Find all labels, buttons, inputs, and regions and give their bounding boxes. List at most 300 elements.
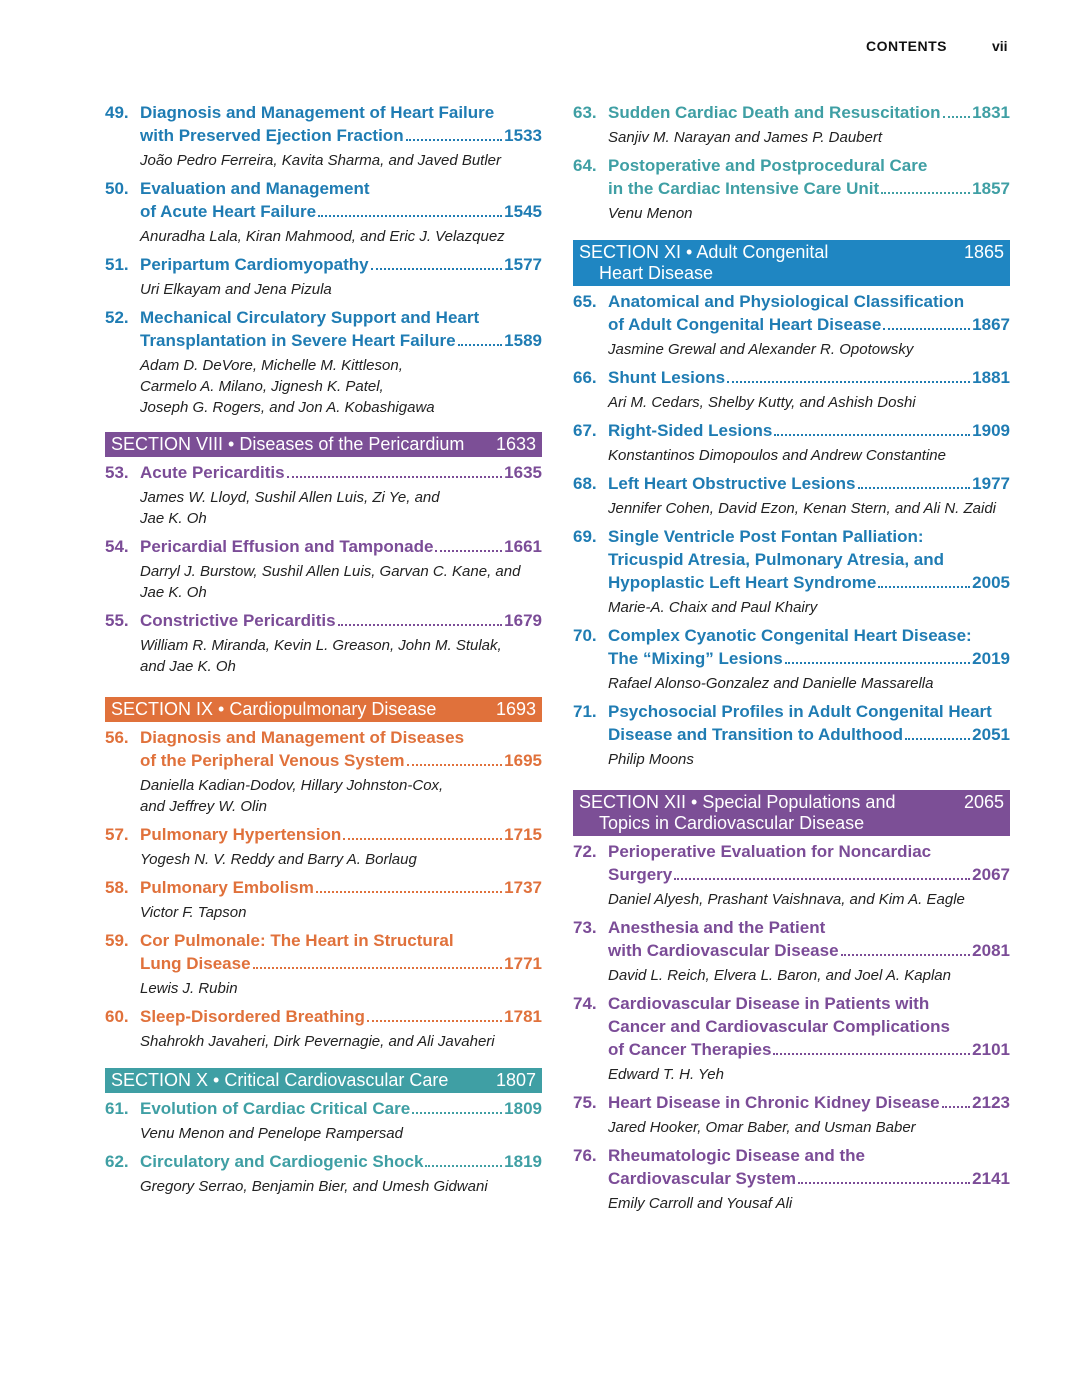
toc-entry[interactable]	[105, 929, 542, 1005]
toc-entry[interactable]	[573, 154, 1010, 230]
chapter-page: 1545	[504, 202, 542, 221]
chapter-page: 2101	[972, 1040, 1010, 1059]
chapter-authors	[608, 1117, 1010, 1144]
toc-entry[interactable]	[105, 1097, 542, 1150]
chapter-title[interactable]	[140, 726, 542, 772]
chapter-title-line	[608, 1015, 1010, 1038]
chapter-title-line	[608, 1167, 1010, 1190]
chapter-title[interactable]	[140, 876, 542, 899]
chapter-title-text: Surgery	[608, 865, 673, 884]
chapter-title[interactable]	[140, 177, 542, 223]
chapter-title[interactable]	[140, 609, 542, 632]
chapter-page: 1679	[504, 611, 542, 630]
author-line: Yogesh N. V. Reddy and Barry A. Borlaug	[140, 851, 417, 868]
chapter-authors	[608, 1064, 1010, 1091]
chapter-title-line	[608, 624, 1010, 647]
chapter-title-line	[608, 840, 1010, 863]
chapter-title-line	[608, 571, 1010, 594]
chapter-title-line	[140, 101, 542, 124]
chapter-title-text: with Preserved Ejection Fraction	[140, 126, 404, 145]
section-title: SECTION IX • Cardiopulmonary Disease	[111, 699, 437, 719]
dot-leader	[316, 891, 502, 893]
chapter-title[interactable]	[140, 306, 542, 352]
toc-entry[interactable]	[105, 823, 542, 876]
chapter-title-text: Peripartum Cardiomyopathy	[140, 255, 369, 274]
author-line: William R. Miranda, Kevin L. Greason, John M. Stulak,	[140, 637, 502, 654]
section-page: 1807	[495, 1070, 536, 1090]
chapter-title[interactable]	[608, 366, 1010, 389]
chapter-number: 50.	[105, 179, 129, 198]
chapter-title-text: Mechanical Circulatory Support and Heart	[140, 308, 480, 327]
header-page-number: vii	[992, 38, 1008, 54]
chapter-page: 2005	[972, 573, 1010, 592]
chapter-page: 1715	[504, 825, 542, 844]
toc-entry[interactable]	[105, 609, 542, 683]
chapter-page: 2067	[972, 865, 1010, 884]
author-line: Darryl J. Burstow, Sushil Allen Luis, Garvan C. Kane, and	[140, 563, 521, 580]
chapter-page: 2081	[972, 941, 1010, 960]
toc-group	[105, 726, 542, 1058]
chapter-title-text: Heart Disease in Chronic Kidney Disease	[608, 1093, 940, 1112]
section-heading	[573, 790, 1010, 836]
author-line: Jae K. Oh	[140, 510, 207, 527]
section-page: 1633	[495, 434, 536, 454]
dot-leader	[785, 662, 970, 664]
section-title-line1: SECTION XI • Adult Congenital	[579, 242, 829, 262]
chapter-authors	[140, 1176, 542, 1203]
chapter-number: 57.	[105, 825, 129, 844]
chapter-number: 75.	[573, 1093, 597, 1112]
author-line: Shahrokh Javaheri, Dirk Pevernagie, and Ali Javaheri	[140, 1033, 495, 1050]
chapter-title-text: Complex Cyanotic Congenital Heart Disease:	[608, 626, 972, 645]
chapter-number: 68.	[573, 474, 597, 493]
toc-entry[interactable]	[105, 101, 542, 177]
chapter-title-text: with Cardiovascular Disease	[608, 941, 839, 960]
dot-leader	[412, 1112, 502, 1114]
chapter-title-text: Right-Sided Lesions	[608, 421, 773, 440]
chapter-title-line	[140, 535, 542, 558]
dot-leader	[338, 624, 503, 626]
author-line: Adam D. DeVore, Michelle M. Kittleson,	[140, 357, 403, 374]
chapter-title-line	[140, 253, 542, 276]
chapter-title-line	[608, 1091, 1010, 1114]
chapter-authors	[608, 127, 1010, 154]
chapter-page: 1857	[972, 179, 1010, 198]
dot-leader	[942, 1106, 971, 1108]
chapter-title-line	[608, 1144, 1010, 1167]
chapter-authors	[608, 445, 1010, 472]
chapter-title[interactable]	[608, 992, 1010, 1061]
chapter-number: 69.	[573, 527, 597, 546]
section-page: 1693	[495, 699, 536, 719]
dot-leader	[881, 192, 970, 194]
chapter-title[interactable]	[140, 1097, 542, 1120]
toc-entry[interactable]	[573, 525, 1010, 624]
chapter-title-text: Diagnosis and Management of Heart Failure	[140, 103, 495, 122]
chapter-title[interactable]	[140, 535, 542, 558]
author-line: Philip Moons	[608, 751, 694, 768]
toc-entry[interactable]	[573, 472, 1010, 525]
chapter-authors	[140, 561, 542, 609]
chapter-title-line	[608, 419, 1010, 442]
chapter-number: 62.	[105, 1152, 129, 1171]
section-title: SECTION X • Critical Cardiovascular Care	[111, 1070, 449, 1090]
chapter-number: 72.	[573, 842, 597, 861]
chapter-title-text: Anatomical and Physiological Classification	[608, 292, 965, 311]
chapter-number: 55.	[105, 611, 129, 630]
chapter-authors	[140, 775, 542, 823]
chapter-page: 1589	[504, 331, 542, 350]
toc-group	[573, 290, 1010, 776]
toc-entry[interactable]	[105, 876, 542, 929]
author-line: and Jeffrey W. Olin	[140, 798, 267, 815]
header-label: CONTENTS	[866, 38, 947, 54]
toc-entry[interactable]	[105, 253, 542, 306]
chapter-title-line	[140, 749, 542, 772]
chapter-title[interactable]	[608, 1091, 1010, 1114]
chapter-authors	[140, 849, 542, 876]
chapter-title[interactable]	[140, 461, 542, 484]
chapter-title-text: Transplantation in Severe Heart Failure	[140, 331, 456, 350]
chapter-page: 2051	[972, 725, 1010, 744]
author-line: Daniel Alyesh, Prashant Vaishnava, and Kim A. Eagle	[608, 891, 965, 908]
chapter-page: 1635	[504, 463, 542, 482]
chapter-title-line	[608, 366, 1010, 389]
chapter-title[interactable]	[608, 700, 1010, 746]
toc-entry[interactable]	[573, 101, 1010, 154]
section-title: SECTION VIII • Diseases of the Pericardium	[111, 434, 465, 454]
chapter-title-line	[140, 200, 542, 223]
chapter-number: 71.	[573, 702, 597, 721]
chapter-title-text: Rheumatologic Disease and the	[608, 1146, 865, 1165]
chapter-title[interactable]	[608, 472, 1010, 495]
author-line: Jae K. Oh	[140, 584, 207, 601]
chapter-page: 1867	[972, 315, 1010, 334]
chapter-page: 1737	[504, 878, 542, 897]
toc-entry[interactable]	[105, 535, 542, 609]
toc-entry[interactable]	[573, 840, 1010, 916]
chapter-title-text: Psychosocial Profiles in Adult Congenital Heart	[608, 702, 992, 721]
section-page: 1865	[963, 242, 1004, 262]
chapter-title-text: Single Ventricle Post Fontan Palliation:	[608, 527, 924, 546]
dot-leader	[943, 116, 971, 118]
chapter-number: 60.	[105, 1007, 129, 1026]
author-line: David L. Reich, Elvera L. Baron, and Joel A. Kaplan	[608, 967, 951, 984]
chapter-authors	[140, 355, 542, 424]
toc-entry[interactable]	[573, 366, 1010, 419]
toc-entry[interactable]	[573, 1091, 1010, 1144]
chapter-title-line	[608, 290, 1010, 313]
chapter-authors	[608, 749, 1010, 776]
chapter-title[interactable]	[608, 154, 1010, 200]
author-line: Venu Menon and Penelope Rampersad	[140, 1125, 403, 1142]
toc-group	[573, 101, 1010, 230]
chapter-title-text: Disease and Transition to Adulthood	[608, 725, 904, 744]
chapter-page: 1909	[972, 421, 1010, 440]
dot-leader	[367, 1020, 502, 1022]
chapter-title[interactable]	[140, 101, 542, 147]
chapter-title-line	[608, 723, 1010, 746]
chapter-authors	[140, 635, 542, 683]
chapter-title-text: Pericardial Effusion and Tamponade	[140, 537, 434, 556]
chapter-title-text: Pulmonary Hypertension	[140, 825, 342, 844]
chapter-title-text: Cardiovascular System	[608, 1169, 797, 1188]
chapter-authors	[608, 392, 1010, 419]
dot-leader	[773, 1053, 970, 1055]
chapter-title[interactable]	[608, 419, 1010, 442]
chapter-title-line	[608, 472, 1010, 495]
chapter-title-text: Perioperative Evaluation for Noncardiac	[608, 842, 932, 861]
chapter-authors	[140, 902, 542, 929]
dot-leader	[883, 328, 970, 330]
left-column	[105, 101, 542, 1203]
section-heading	[573, 240, 1010, 286]
author-line: Daniella Kadian-Dodov, Hillary Johnston-Cox,	[140, 777, 444, 794]
author-line: Edward T. H. Yeh	[608, 1066, 724, 1083]
chapter-title[interactable]	[140, 823, 542, 846]
chapter-number: 64.	[573, 156, 597, 175]
chapter-authors	[608, 498, 1010, 525]
chapter-title-text: of the Peripheral Venous System	[140, 751, 405, 770]
chapter-title-text: Anesthesia and the Patient	[608, 918, 826, 937]
toc-group	[105, 1097, 542, 1203]
chapter-title-text: Cardiovascular Disease in Patients with	[608, 994, 930, 1013]
chapter-title[interactable]	[140, 929, 542, 975]
toc-entry[interactable]	[573, 419, 1010, 472]
chapter-title-line	[608, 992, 1010, 1015]
dot-leader	[425, 1165, 502, 1167]
chapter-title[interactable]	[608, 624, 1010, 670]
chapter-page: 1819	[504, 1152, 542, 1171]
author-line: Emily Carroll and Yousaf Ali	[608, 1195, 793, 1212]
chapter-title-text: Diagnosis and Management of Diseases	[140, 728, 465, 747]
author-line: Ari M. Cedars, Shelby Kutty, and Ashish Doshi	[608, 394, 916, 411]
chapter-number: 51.	[105, 255, 129, 274]
author-line: Uri Elkayam and Jena Pizula	[140, 281, 332, 298]
toc-entry[interactable]	[105, 1005, 542, 1058]
chapter-authors	[140, 1123, 542, 1150]
chapter-title-text: Sudden Cardiac Death and Resuscitation	[608, 103, 941, 122]
toc-entry[interactable]	[573, 290, 1010, 366]
chapter-authors	[140, 226, 542, 253]
chapter-title-line	[608, 548, 1010, 571]
chapter-title-line	[140, 1150, 542, 1173]
right-column	[573, 101, 1010, 1220]
author-line: João Pedro Ferreira, Kavita Sharma, and Javed Butler	[140, 152, 502, 169]
chapter-number: 49.	[105, 103, 129, 122]
toc-entry[interactable]	[105, 306, 542, 424]
author-line: Gregory Serrao, Benjamin Bier, and Umesh Gidwani	[140, 1178, 488, 1195]
section-title-line2: Heart Disease	[599, 263, 714, 283]
chapter-authors	[608, 965, 1010, 992]
dot-leader	[798, 1182, 970, 1184]
chapter-number: 74.	[573, 994, 597, 1013]
author-line: Jennifer Cohen, David Ezon, Kenan Stern, and Ali N. Zaidi	[608, 500, 996, 517]
chapter-authors	[140, 978, 542, 1005]
dot-leader	[406, 139, 503, 141]
chapter-title-text: Evaluation and Management	[140, 179, 370, 198]
chapter-title[interactable]	[608, 840, 1010, 886]
chapter-title[interactable]	[608, 525, 1010, 594]
chapter-title-text: of Adult Congenital Heart Disease	[608, 315, 882, 334]
dot-leader	[727, 381, 970, 383]
dot-leader	[318, 215, 502, 217]
chapter-number: 61.	[105, 1099, 129, 1118]
chapter-title-line	[140, 929, 542, 952]
dot-leader	[878, 586, 970, 588]
chapter-authors	[140, 487, 542, 535]
running-header	[0, 38, 1073, 58]
chapter-authors	[608, 339, 1010, 366]
author-line: Venu Menon	[608, 205, 693, 222]
chapter-authors	[608, 889, 1010, 916]
chapter-title-line	[140, 1005, 542, 1028]
chapter-title-line	[140, 876, 542, 899]
author-line: Joseph G. Rogers, and Jon A. Kobashigawa	[140, 399, 435, 416]
author-line: Konstantinos Dimopoulos and Andrew Constantine	[608, 447, 946, 464]
toc-entry[interactable]	[573, 624, 1010, 700]
toc-entry[interactable]	[573, 700, 1010, 776]
chapter-page: 1771	[504, 954, 542, 973]
chapter-page: 1781	[504, 1007, 542, 1026]
chapter-title[interactable]	[140, 253, 542, 276]
chapter-title[interactable]	[608, 290, 1010, 336]
dot-leader	[435, 550, 502, 552]
author-line: James W. Lloyd, Sushil Allen Luis, Zi Ye, and	[140, 489, 440, 506]
dot-leader	[841, 954, 971, 956]
chapter-page: 2123	[972, 1093, 1010, 1112]
chapter-title-line	[140, 177, 542, 200]
toc-group	[105, 101, 542, 424]
chapter-page: 1533	[504, 126, 542, 145]
chapter-page: 2141	[972, 1169, 1010, 1188]
dot-leader	[407, 764, 503, 766]
chapter-title-text: Tricuspid Atresia, Pulmonary Atresia, and	[608, 550, 945, 569]
chapter-number: 58.	[105, 878, 129, 897]
chapter-title-text: in the Cardiac Intensive Care Unit	[608, 179, 880, 198]
chapter-title-text: The “Mixing” Lesions	[608, 649, 783, 668]
section-heading	[105, 697, 542, 722]
chapter-title-text: Pulmonary Embolism	[140, 878, 314, 897]
chapter-title-line	[140, 952, 542, 975]
chapter-number: 66.	[573, 368, 597, 387]
chapter-title-text: of Acute Heart Failure	[140, 202, 317, 221]
chapter-number: 52.	[105, 308, 129, 327]
author-line: Jared Hooker, Omar Baber, and Usman Baber	[608, 1119, 916, 1136]
chapter-title-line	[608, 1038, 1010, 1061]
chapter-title-line	[140, 823, 542, 846]
chapter-title[interactable]	[140, 1150, 542, 1173]
toc-entry[interactable]	[105, 177, 542, 253]
author-line: Anuradha Lala, Kiran Mahmood, and Eric J. Velazquez	[140, 228, 505, 245]
chapter-title-line	[608, 700, 1010, 723]
chapter-number: 67.	[573, 421, 597, 440]
author-line: Rafael Alonso-Gonzalez and Danielle Massarella	[608, 675, 934, 692]
chapter-page: 1831	[972, 103, 1010, 122]
section-title-line1: SECTION XII • Special Populations and	[579, 792, 896, 812]
author-line: Victor F. Tapson	[140, 904, 247, 921]
dot-leader	[371, 268, 503, 270]
chapter-number: 59.	[105, 931, 129, 950]
section-title-line2: Topics in Cardiovascular Disease	[599, 813, 865, 833]
chapter-title-text: of Cancer Therapies	[608, 1040, 772, 1059]
dot-leader	[287, 476, 503, 478]
chapter-title-line	[140, 124, 542, 147]
chapter-title[interactable]	[140, 1005, 542, 1028]
chapter-number: 53.	[105, 463, 129, 482]
chapter-page: 1661	[504, 537, 542, 556]
chapter-page: 1809	[504, 1099, 542, 1118]
author-line: Carmelo A. Milano, Jignesh K. Patel,	[140, 378, 384, 395]
chapter-page: 2019	[972, 649, 1010, 668]
chapter-title-line	[140, 306, 542, 329]
chapter-page: 1695	[504, 751, 542, 770]
chapter-authors	[608, 597, 1010, 624]
chapter-title[interactable]	[608, 916, 1010, 962]
author-line: Sanjiv M. Narayan and James P. Daubert	[608, 129, 883, 146]
author-line: Lewis J. Rubin	[140, 980, 238, 997]
section-heading	[105, 1068, 542, 1093]
chapter-title-line	[140, 726, 542, 749]
chapter-title-text: Sleep-Disordered Breathing	[140, 1007, 365, 1026]
author-line: Marie-A. Chaix and Paul Khairy	[608, 599, 818, 616]
dot-leader	[774, 434, 970, 436]
chapter-title-text: Evolution of Cardiac Critical Care	[140, 1099, 411, 1118]
chapter-title-line	[140, 461, 542, 484]
chapter-number: 70.	[573, 626, 597, 645]
dot-leader	[253, 967, 503, 969]
chapter-title-text: Shunt Lesions	[608, 368, 726, 387]
chapter-title-text: Hypoplastic Left Heart Syndrome	[608, 573, 877, 592]
chapter-title-line	[608, 647, 1010, 670]
chapter-number: 54.	[105, 537, 129, 556]
chapter-title-text: Postoperative and Postprocedural Care	[608, 156, 928, 175]
chapter-title-line	[608, 154, 1010, 177]
toc-entry[interactable]	[105, 1150, 542, 1203]
chapter-authors	[140, 150, 542, 177]
chapter-title-text: Acute Pericarditis	[140, 463, 285, 482]
chapter-authors	[140, 1031, 542, 1058]
dot-leader	[343, 838, 502, 840]
chapter-title-line	[140, 1097, 542, 1120]
chapter-authors	[608, 1193, 1010, 1220]
toc-group	[105, 461, 542, 683]
chapter-title[interactable]	[608, 1144, 1010, 1190]
dot-leader	[674, 878, 970, 880]
chapter-title-line	[140, 609, 542, 632]
chapter-page: 1577	[504, 255, 542, 274]
chapter-number: 56.	[105, 728, 129, 747]
section-page: 2065	[963, 792, 1004, 812]
chapter-title[interactable]	[608, 101, 1010, 124]
chapter-title-line	[608, 863, 1010, 886]
toc-entry[interactable]	[573, 916, 1010, 992]
chapter-title-line	[140, 329, 542, 352]
chapter-number: 73.	[573, 918, 597, 937]
toc-entry[interactable]	[573, 1144, 1010, 1220]
dot-leader	[905, 738, 970, 740]
toc-entry[interactable]	[105, 726, 542, 823]
toc-entry[interactable]	[573, 992, 1010, 1091]
author-line: and Jae K. Oh	[140, 658, 236, 675]
chapter-title-line	[608, 313, 1010, 336]
chapter-title-text: Cor Pulmonale: The Heart in Structural	[140, 931, 454, 950]
chapter-page: 1977	[972, 474, 1010, 493]
toc-entry[interactable]	[105, 461, 542, 535]
chapter-authors	[608, 203, 1010, 230]
chapter-title-line	[608, 177, 1010, 200]
chapter-number: 65.	[573, 292, 597, 311]
